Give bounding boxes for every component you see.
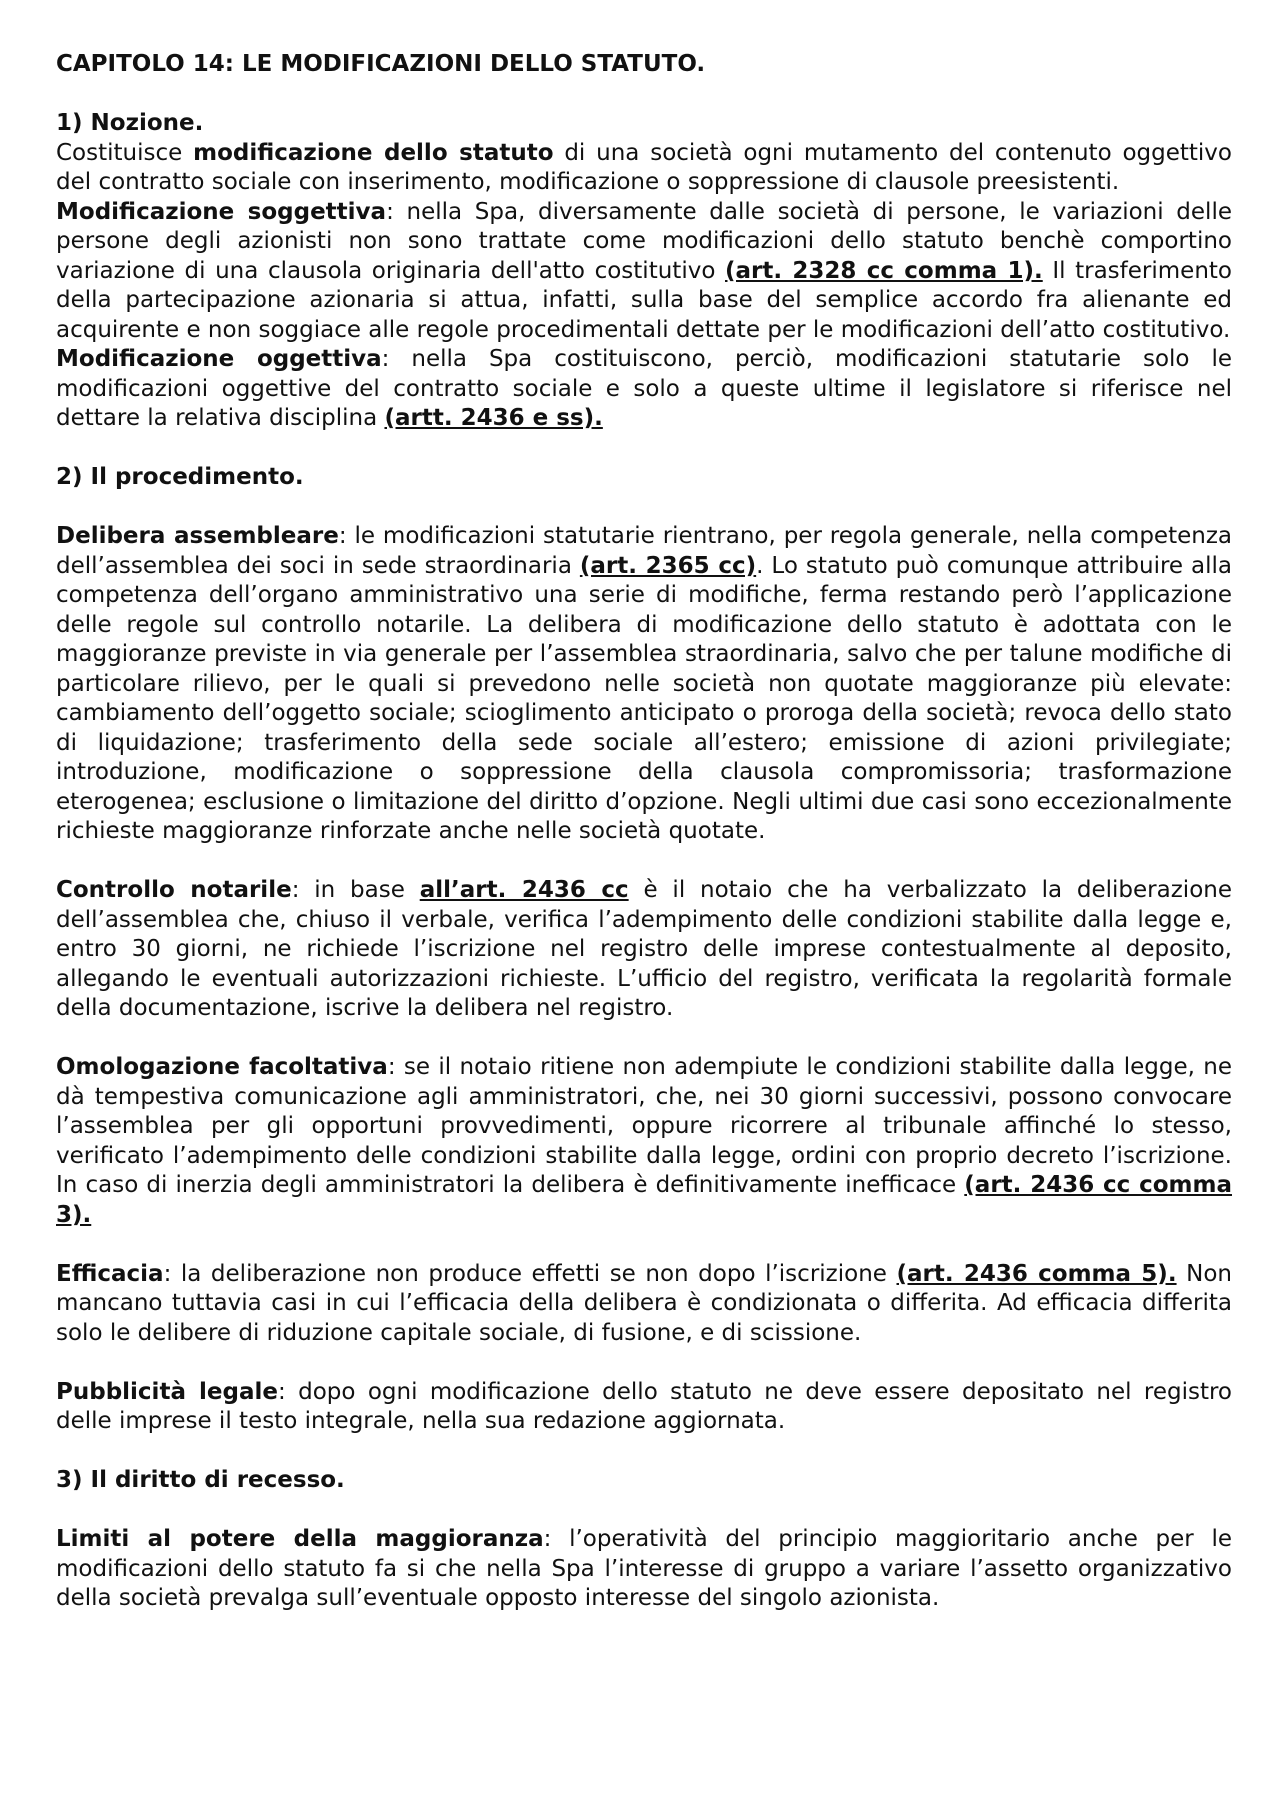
- paragraph-nozione: Costituisce modificazione dello statuto di una società ogni mutamento del contenuto oggettivo del contratto sociale con inserimento, modificazione o soppressione di clausole preesistenti.: [56, 139, 1232, 195]
- chapter-title: CAPITOLO 14: LE MODIFICAZIONI DELLO STATUTO.: [56, 51, 706, 77]
- paragraph-omologazione-facoltativa: Omologazione facoltativa: se il notaio ritiene non adempiute le condizioni stabilite dalla legge, ne dà tempestiva comunicazione agli amministratori, che, nei 30 giorni successivi, possono convocare l’assemblea per gli opportuni provvedimenti, oppure ricorrere al tribunale affinché lo stesso, verificato l’adempimento delle condizioni stabilite dalla legge, ordini con proprio decreto l’iscrizione. In caso di inerzia degli amministratori la delibera è definitivamente inefficace (art. 2436 cc comma 3).: [56, 1054, 1232, 1228]
- paragraph-pubblicita-legale: Pubblicità legale: dopo ogni modificazione dello statuto ne deve essere depositato nel registro delle imprese il testo integrale, nella sua redazione aggiornata.: [56, 1378, 1232, 1434]
- document-page: [56, 50, 1232, 1614]
- section-3-heading: 3) Il diritto di recesso.: [56, 1467, 345, 1493]
- article-reference: (art. 2328 cc comma 1).: [725, 257, 1043, 284]
- article-reference: all’art. 2436 cc: [419, 877, 629, 903]
- article-reference: (art. 2365 cc): [579, 552, 757, 579]
- paragraph-efficacia: Efficacia: la deliberazione non produce effetti se non dopo l’iscrizione (art. 2436 comma 5). Non mancano tuttavia casi in cui l’efficacia della delibera è condizionata o differita. Ad efficacia differita solo le delibere di riduzione capitale sociale, di fusione, e di scissione.: [56, 1260, 1232, 1346]
- article-reference: (art. 2436 comma 5).: [896, 1260, 1177, 1287]
- paragraph-controllo-notarile: Controllo notarile: in base all’art. 2436 cc è il notaio che ha verbalizzato la deliberazione dell’assemblea che, chiuso il verbale, verifica l’adempimento delle condizioni stabilite dalla legge e, entro 30 giorni, ne richiede l’iscrizione nel registro delle imprese contestualmente al deposito, allegando le eventuali autorizzazioni richieste. L’ufficio del registro, verificata la regolarità formale della documentazione, iscrive la delibera nel registro.: [56, 877, 1232, 1021]
- paragraph-limiti-maggioranza: Limiti al potere della maggioranza: l’operatività del principio maggioritario anche per le modificazioni dello statuto fa si che nella Spa l’interesse di gruppo a variare l’assetto organizzativo della società prevalga sull’eventuale opposto interesse del singolo azionista.: [56, 1526, 1232, 1611]
- paragraph-modificazione-oggettiva: Modificazione oggettiva: nella Spa costituiscono, perciò, modificazioni statutarie solo le modificazioni oggettive del contratto sociale e solo a queste ultime il legislatore si riferisce nel dettare la relativa disciplina (artt. 2436 e ss).: [56, 346, 1232, 431]
- paragraph-delibera-assembleare: Delibera assembleare: le modificazioni statutarie rientrano, per regola generale, nella competenza dell’assemblea dei soci in sede straordinaria (art. 2365 cc). Lo statuto può comunque attribuire alla competenza dell’organo amministrativo una serie di modifiche, ferma restando però l’applicazione delle regole sul controllo notarile. La delibera di modificazione dello statuto è adottata con le maggioranze previste in via generale per l’assemblea straordinaria, salvo che per talune modifiche di particolare rilievo, per le quali si prevedono nelle società non quotate maggioranze più elevate: cambiamento dell’oggetto sociale; scioglimento anticipato o proroga della società; revoca dello stato di liquidazione; trasferimento della sede sociale all’estero; emissione di azioni privilegiate; introduzione, modificazione o soppressione della clausola compromissoria; trasformazione eterogenea; esclusione o limitazione del diritto d’opzione. Negli ultimi due casi sono eccezionalmente richieste maggioranze rinforzate anche nelle società quotate.: [56, 523, 1233, 844]
- section-2-heading: 2) Il procedimento.: [56, 464, 304, 490]
- section-1-heading: 1) Nozione.: [56, 110, 204, 136]
- article-reference: (art. 2436 cc comma 3).: [56, 1172, 1232, 1228]
- article-reference: (artt. 2436 e ss).: [384, 405, 603, 431]
- paragraph-modificazione-soggettiva: Modificazione soggettiva: nella Spa, diversamente dalle società di persone, le variazioni delle persone degli azionisti non sono trattate come modificazioni dello statuto benchè comportino variazione di una clausola originaria dell'atto costitutivo (art. 2328 cc comma 1). Il trasferimento della partecipazione azionaria si attua, infatti, sulla base del semplice accordo fra alienante ed acquirente e non soggiace alle regole procedimentali dettate per le modificazioni dell’atto costitutivo.: [56, 198, 1232, 343]
